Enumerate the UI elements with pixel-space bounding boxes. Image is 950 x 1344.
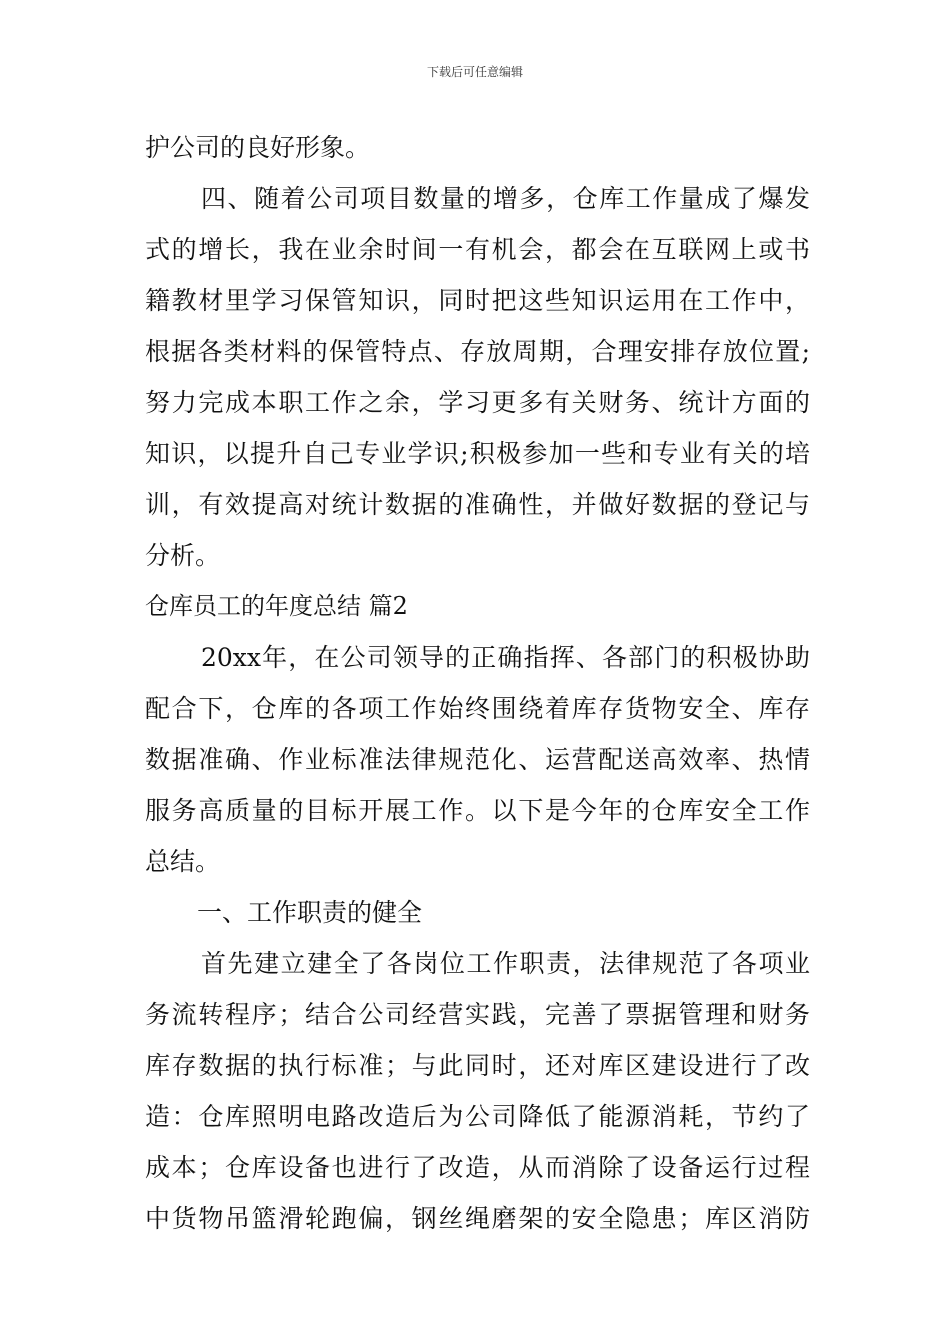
paragraph-line: 服务高质量的目标开展工作。以下是今年的仓库安全工作 (145, 796, 810, 825)
paragraph-line: 总结。 (145, 847, 221, 876)
page-header-note: 下载后可任意编辑 (426, 65, 523, 79)
paragraph-line: 数据准确、作业标准法律规范化、运营配送高效率、热情 (145, 745, 810, 774)
paragraph-line: 四、随着公司项目数量的增多，仓库工作量成了爆发 (201, 184, 810, 213)
document-body (145, 122, 810, 1244)
paragraph-line: 式的增长，我在业余时间一有机会，都会在互联网上或书 (145, 235, 810, 264)
paragraph-line: 成本；仓库设备也进行了改造，从而消除了设备运行过程 (145, 1153, 810, 1182)
paragraph-line: 首先建立建全了各岗位工作职责，法律规范了各项业 (201, 949, 810, 978)
paragraph-line: 护公司的良好形象。 (145, 133, 371, 162)
paragraph-line: 知识，以提升自己专业学识;积极参加一些和专业有关的培 (145, 439, 810, 468)
paragraph-line: 配合下，仓库的各项工作始终围绕着库存货物安全、库存 (145, 694, 810, 723)
paragraph-line: 造：仓库照明电路改造后为公司降低了能源消耗，节约了 (145, 1102, 810, 1131)
paragraph-line: 务流转程序；结合公司经营实践，完善了票据管理和财务 (145, 1000, 810, 1029)
paragraph-line: 库存数据的执行标准；与此同时，还对库区建设进行了改 (145, 1051, 810, 1080)
paragraph-line: 中货物吊篮滑轮跑偏，钢丝绳磨架的安全隐患；库区消防 (145, 1204, 810, 1233)
paragraph-line: 训，有效提高对统计数据的准确性，并做好数据的登记与 (145, 490, 810, 519)
paragraph-line: 20xx年，在公司领导的正确指挥、各部门的积极协助 (201, 643, 810, 672)
paragraph-line: 根据各类材料的保管特点、存放周期，合理安排存放位置; (145, 337, 810, 366)
paragraph-line: 努力完成本职工作之余，学习更多有关财务、统计方面的 (145, 388, 810, 417)
subsection-heading: 一、工作职责的健全 (197, 898, 423, 927)
paragraph-line: 分析。 (145, 541, 221, 570)
paragraph-line: 籍教材里学习保管知识，同时把这些知识运用在工作中， (145, 286, 810, 315)
section-heading: 仓库员工的年度总结 篇2 (145, 592, 408, 620)
